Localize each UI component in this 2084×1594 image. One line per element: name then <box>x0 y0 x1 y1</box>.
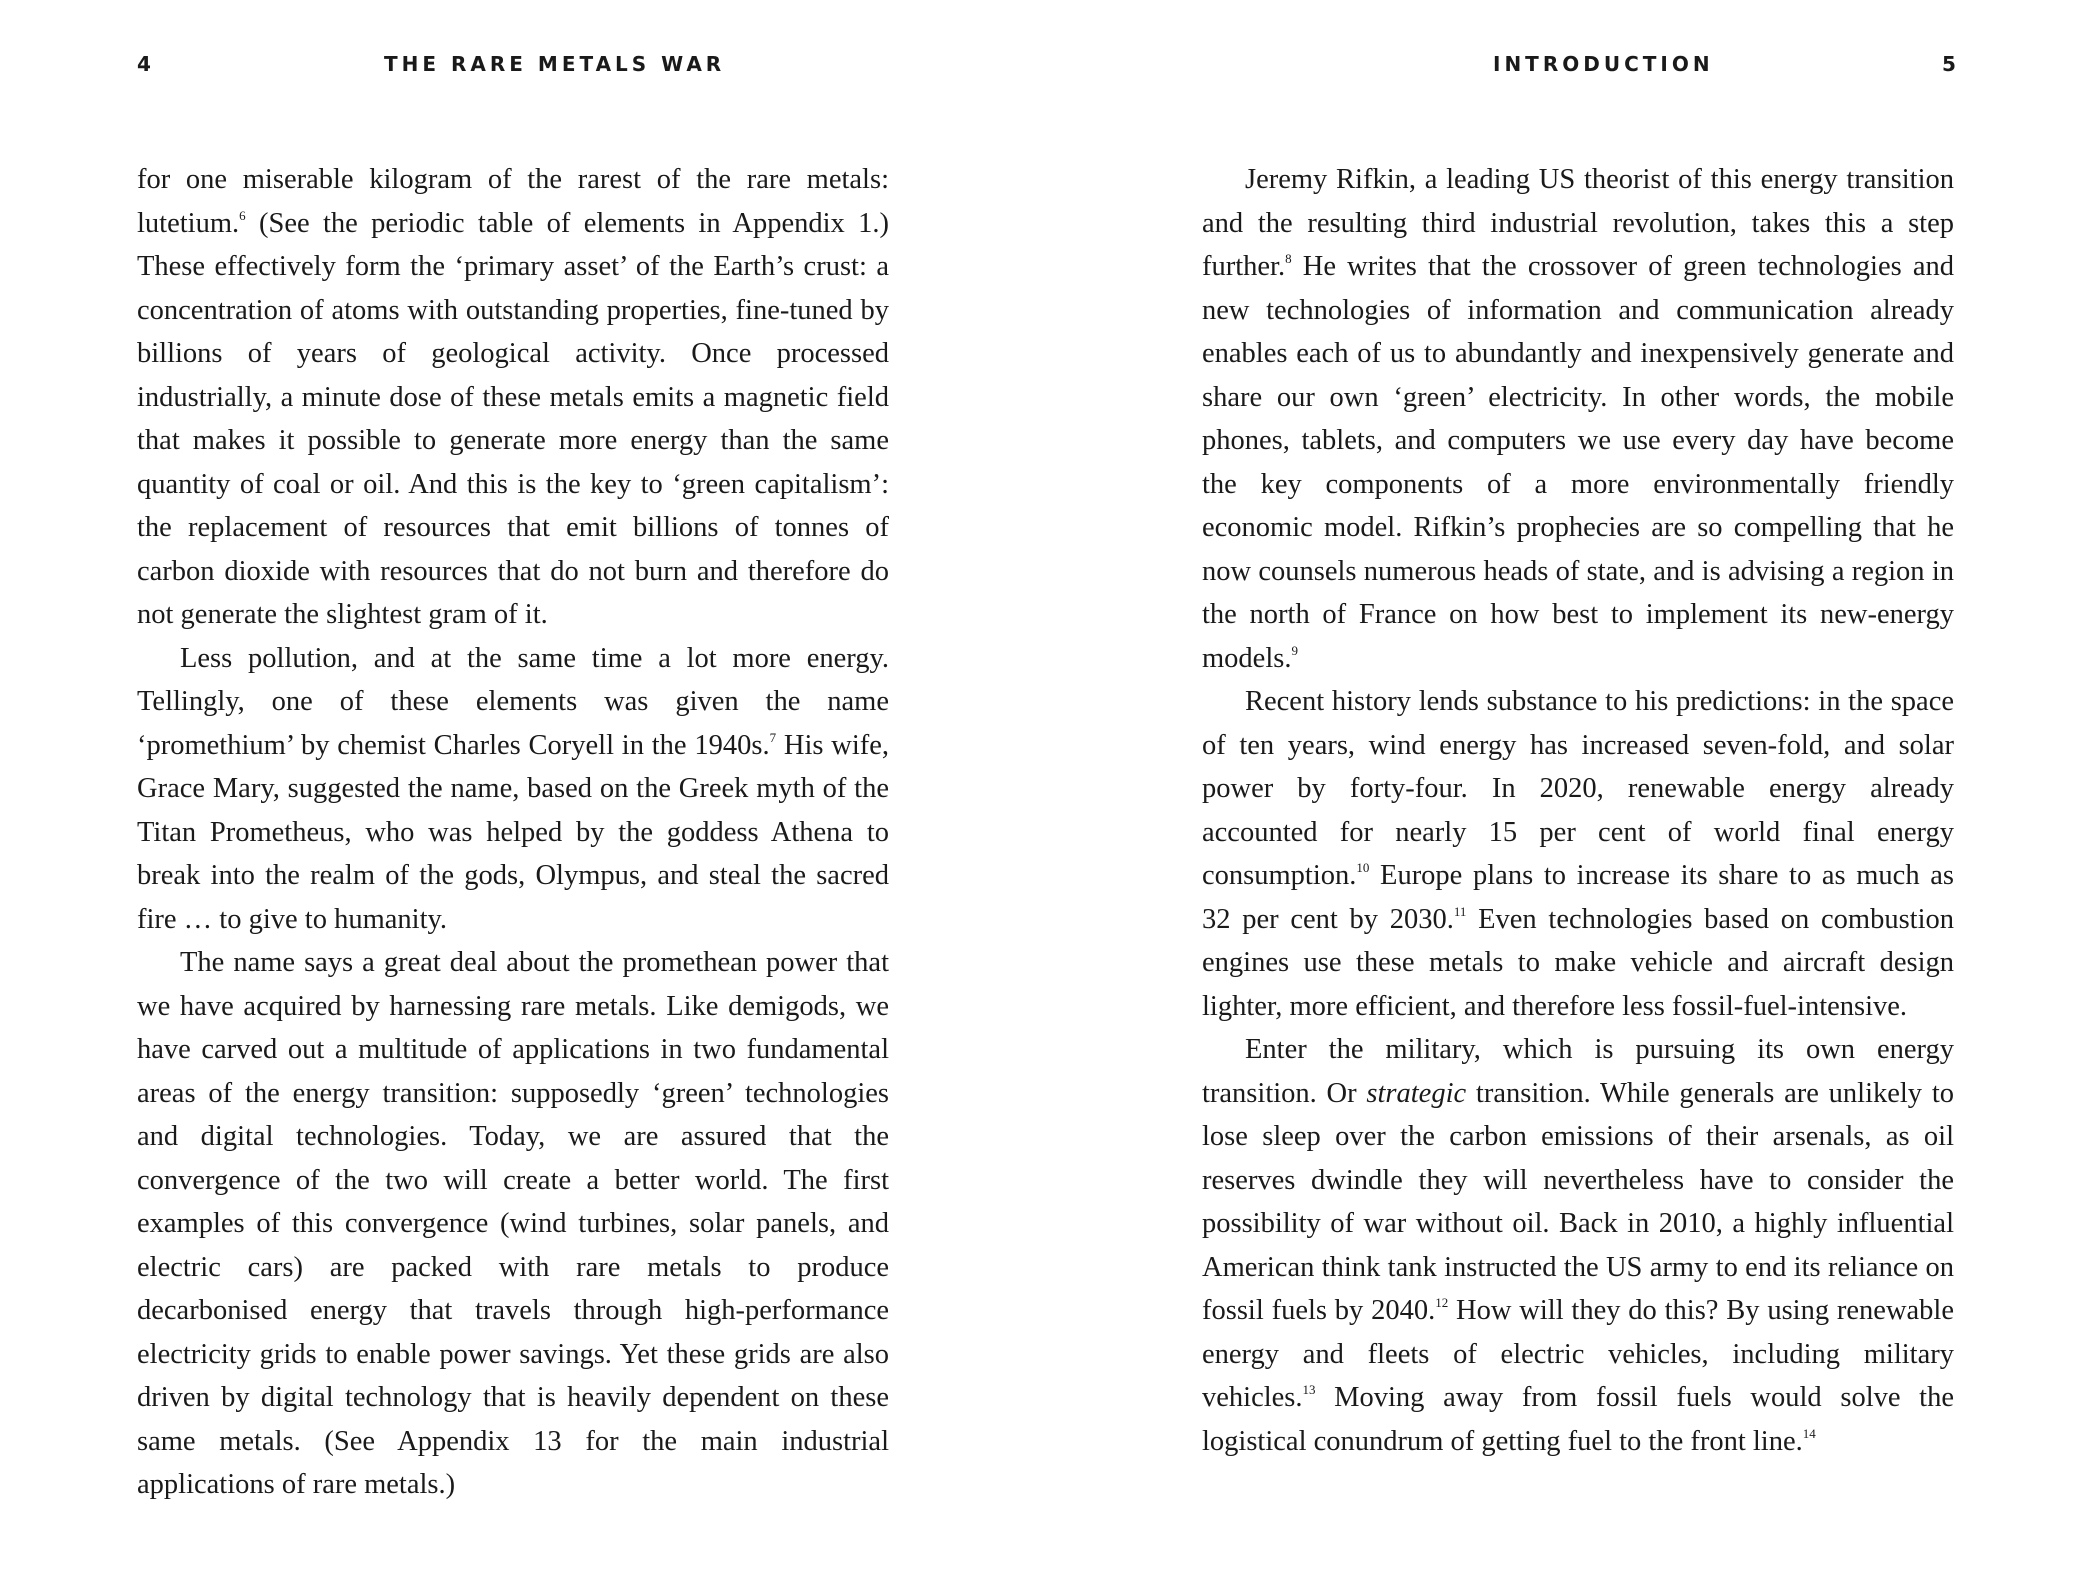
page-number: 5 <box>1942 52 1956 76</box>
paragraph: The name says a great deal about the promethean power that we have acquired by harnessing rare metals. Like demigods, we have carved out a multitude of applications in two fundamental areas of the energy transition: supposedly ‘green’ technologies and digital technologies. Today, we are assured that the convergence of the two will create a better world. The first examples of this convergence (wind turbines, solar panels, and electric cars) are packed with rare metals to produce decarbonised energy that travels through high-performance electricity grids to enable power savings. Yet these grids are also driven by digital technology that is heavily dependent on these same metals. (See Appendix 13 for the main industrial applications of rare metals.) <box>137 947 889 1500</box>
paragraph: for one miserable kilogram of the rarest of the rare metals: lutetium.$^6$ (See the periodic table of elements in Appendix 1.) These effectively form the ‘primary asset’ of the Earth’s crust: a concentration of atoms with outstanding properties, fine-tuned by billions of years of geological activity. Once processed industrially, a minute dose of these metals emits a magnetic field that makes it possible to generate more energy than the same quantity of coal or oil. And this is the key to ‘green capitalism’: the replacement of resources that emit billions of tonnes of carbon dioxide with resources that do not burn and therefore do not generate the slightest gram of it. <box>137 164 889 630</box>
body-text <box>1202 158 1954 1463</box>
footnote-marker[interactable]: 13 <box>1302 1382 1316 1397</box>
page-number: 4 <box>137 52 151 76</box>
footnote-marker[interactable]: 12 <box>1435 1295 1449 1310</box>
paragraph: Less pollution, and at the same time a lot more energy. Tellingly, one of these elements was given the name ‘promethium’ by chemist Charles Coryell in the 1940s.$^7$ His wife, Grace Mary, suggested the name, based on the Greek myth of the Titan Prometheus, who was helped by the goddess Athena to break into the realm of the gods, Olympus, and steal the sacred fire … to give to humanity. <box>137 642 890 935</box>
footnote-marker[interactable]: 6 <box>239 207 246 223</box>
footnote-marker[interactable]: 14 <box>1802 1425 1816 1441</box>
footnote-marker[interactable]: 7 <box>769 729 777 745</box>
footnote-marker[interactable]: 9 <box>1291 642 1298 658</box>
body-text <box>137 158 889 1507</box>
paragraph: Enter the military, which is pursuing its own energy transition. Or strategic transition. While generals are unlikely to lose sleep over the carbon emissions of their arsenals, as oil reserves dwindle they will nevertheless have to consider the possibility of war without oil. Back in 2010, a highly influential American think tank instructed the US army to end its reliance on fossil fuels by 2040.12 How will they do this? By using renewable energy and fleets of electric vehicles, including military vehicles.$^{13}$ Moving away from fossil fuels would solve the logistical conundrum of getting fuel to the front line.$^{14}$ <box>1202 1034 1954 1457</box>
footnote-marker[interactable]: 8 <box>1285 251 1292 266</box>
paragraph: Recent history lends substance to his predictions: in the space of ten years, wind energy has increased seven-fold, and solar power by forty-four. In 2020, renewable energy already accounted for nearly 15 per cent of world final energy consumption.$^{10}$ Europe plans to increase its share to as much as 32 per cent by 2030.11 Even technologies based on combustion engines use these metals to make vehicle and aircraft design lighter, more efficient, and therefore less fossil-fuel-intensive. <box>1202 686 1954 1022</box>
running-head-chapter-title: INTRODUCTION <box>1493 52 1714 76</box>
footnote-marker[interactable]: 10 <box>1356 860 1370 875</box>
running-head-book-title: THE RARE METALS WAR <box>384 52 726 76</box>
paragraph: Jeremy Rifkin, a leading US theorist of this energy transition and the resulting third industrial revolution, takes this a step further.$^8$ He writes that the crossover of green technologies and new technologies of information and communication already enables each of us to abundantly and inexpensively generate and share our own ‘green’ electricity. In other words, the mobile phones, tablets, and computers we use every day have become the key components of a more environmentally friendly economic model. Rifkin’s prophecies are so compelling that he now counsels numerous heads of state, and is advising a region in the north of France on how best to implement its new-energy models.$^9$ <box>1202 164 1954 674</box>
emphasis: strategic <box>1366 1077 1467 1109</box>
right-page <box>1042 0 2084 1594</box>
footnote-marker[interactable]: 11 <box>1453 903 1467 919</box>
